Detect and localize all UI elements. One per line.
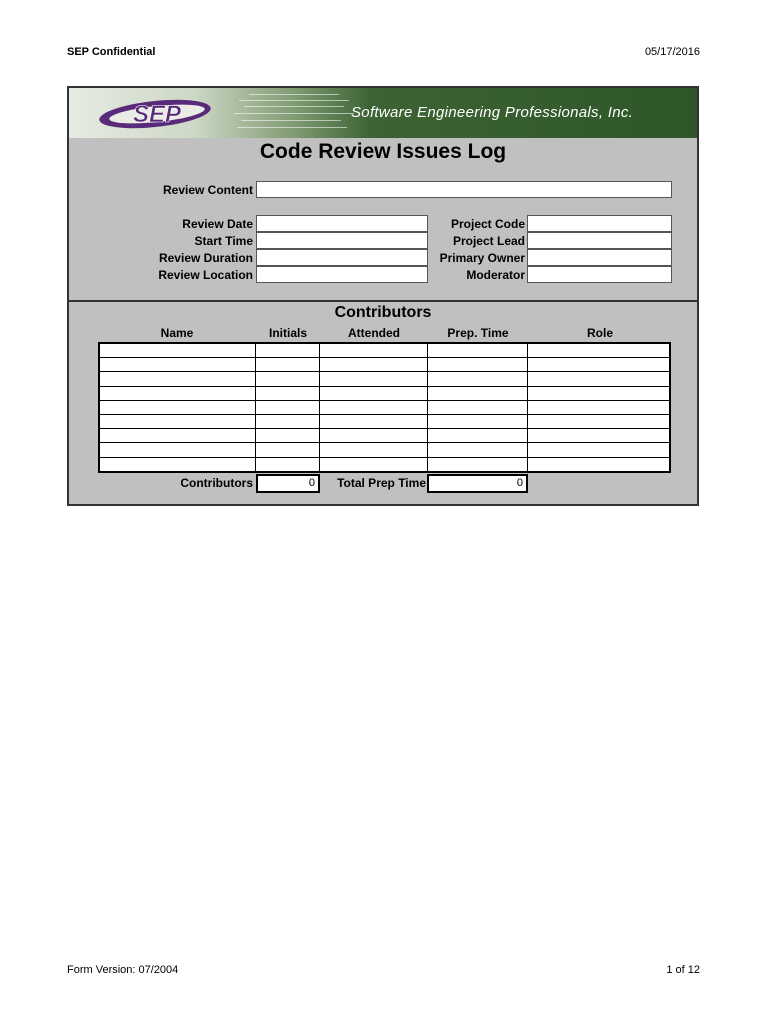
- cell-initials[interactable]: [255, 372, 319, 386]
- project-lead-field[interactable]: [527, 232, 672, 249]
- review-content-label: Review Content: [162, 183, 253, 197]
- cell-prep-time[interactable]: [427, 429, 527, 443]
- cell-prep-time[interactable]: [427, 343, 527, 358]
- svg-text:SEP: SEP: [132, 101, 182, 128]
- cell-name[interactable]: [99, 457, 255, 472]
- primary-owner-label: Primary Owner: [439, 251, 525, 265]
- form-version: Form Version: 07/2004: [67, 964, 179, 976]
- review-form: [67, 86, 699, 506]
- primary-owner-field[interactable]: [527, 249, 672, 266]
- table-row: [99, 414, 670, 428]
- contributors-count-label: Contributors: [180, 476, 253, 490]
- review-location-label: Review Location: [158, 268, 253, 282]
- column-header-initials: Initials: [268, 326, 307, 340]
- cell-prep-time[interactable]: [427, 372, 527, 386]
- cell-initials[interactable]: [255, 343, 319, 358]
- form-title: Code Review Issues Log: [259, 140, 507, 163]
- cell-name[interactable]: [99, 443, 255, 457]
- cell-initials[interactable]: [255, 429, 319, 443]
- cell-attended[interactable]: [319, 400, 427, 414]
- cell-role[interactable]: [527, 457, 670, 472]
- sep-logo: [97, 96, 217, 132]
- start-time-field[interactable]: [256, 232, 428, 249]
- cell-initials[interactable]: [255, 386, 319, 400]
- cell-name[interactable]: [99, 372, 255, 386]
- cell-prep-time[interactable]: [427, 400, 527, 414]
- page-number: 1 of 12: [666, 964, 700, 976]
- cell-attended[interactable]: [319, 343, 427, 358]
- table-row: [99, 343, 670, 358]
- column-header-role: Role: [586, 326, 613, 340]
- review-date-label: Review Date: [182, 217, 253, 231]
- table-row: [99, 429, 670, 443]
- table-row: [99, 400, 670, 414]
- cell-prep-time[interactable]: [427, 386, 527, 400]
- start-time-label: Start Time: [194, 234, 253, 248]
- cell-attended[interactable]: [319, 414, 427, 428]
- cell-name[interactable]: [99, 358, 255, 372]
- cell-name[interactable]: [99, 429, 255, 443]
- total-prep-time-value: 0: [427, 474, 528, 493]
- cell-role[interactable]: [527, 443, 670, 457]
- cell-role[interactable]: [527, 343, 670, 358]
- cell-attended[interactable]: [319, 386, 427, 400]
- table-row: [99, 386, 670, 400]
- column-header-attended: Attended: [348, 326, 400, 340]
- cell-attended[interactable]: [319, 358, 427, 372]
- cell-attended[interactable]: [319, 372, 427, 386]
- cell-role[interactable]: [527, 358, 670, 372]
- project-lead-label: Project Lead: [452, 234, 525, 248]
- cell-name[interactable]: [99, 386, 255, 400]
- cell-initials[interactable]: [255, 358, 319, 372]
- cell-role[interactable]: [527, 372, 670, 386]
- total-prep-time-label: Total Prep Time: [337, 476, 426, 490]
- cell-role[interactable]: [527, 414, 670, 428]
- cell-role[interactable]: [527, 386, 670, 400]
- cell-role[interactable]: [527, 429, 670, 443]
- company-name: Software Engineering Professionals, Inc.: [351, 104, 634, 121]
- project-code-label: Project Code: [450, 217, 525, 231]
- cell-initials[interactable]: [255, 443, 319, 457]
- table-row: [99, 372, 670, 386]
- contributors-heading: Contributors: [334, 304, 432, 321]
- cell-prep-time[interactable]: [427, 358, 527, 372]
- print-date: 05/17/2016: [644, 46, 700, 58]
- table-row: [99, 457, 670, 472]
- cell-prep-time[interactable]: [427, 414, 527, 428]
- section-divider: [69, 300, 697, 302]
- confidential-label: SEP Confidential: [67, 46, 156, 58]
- review-duration-field[interactable]: [256, 249, 428, 266]
- cell-attended[interactable]: [319, 429, 427, 443]
- cell-name[interactable]: [99, 343, 255, 358]
- table-row: [99, 358, 670, 372]
- cell-name[interactable]: [99, 414, 255, 428]
- moderator-label: Moderator: [466, 268, 525, 282]
- cell-role[interactable]: [527, 400, 670, 414]
- column-header-prep-time: Prep. Time: [447, 326, 509, 340]
- contributors-count-value: 0: [256, 474, 320, 493]
- review-duration-label: Review Duration: [158, 251, 253, 265]
- moderator-field[interactable]: [527, 266, 672, 283]
- cell-initials[interactable]: [255, 414, 319, 428]
- review-content-field[interactable]: [256, 181, 672, 198]
- column-header-name: Name: [160, 326, 194, 340]
- cell-prep-time[interactable]: [427, 443, 527, 457]
- cell-initials[interactable]: [255, 457, 319, 472]
- cell-attended[interactable]: [319, 443, 427, 457]
- table-row: [99, 443, 670, 457]
- cell-initials[interactable]: [255, 400, 319, 414]
- company-banner: [69, 88, 697, 138]
- review-date-field[interactable]: [256, 215, 428, 232]
- project-code-field[interactable]: [527, 215, 672, 232]
- cell-prep-time[interactable]: [427, 457, 527, 472]
- contributors-table: [98, 342, 671, 473]
- cell-attended[interactable]: [319, 457, 427, 472]
- cell-name[interactable]: [99, 400, 255, 414]
- review-location-field[interactable]: [256, 266, 428, 283]
